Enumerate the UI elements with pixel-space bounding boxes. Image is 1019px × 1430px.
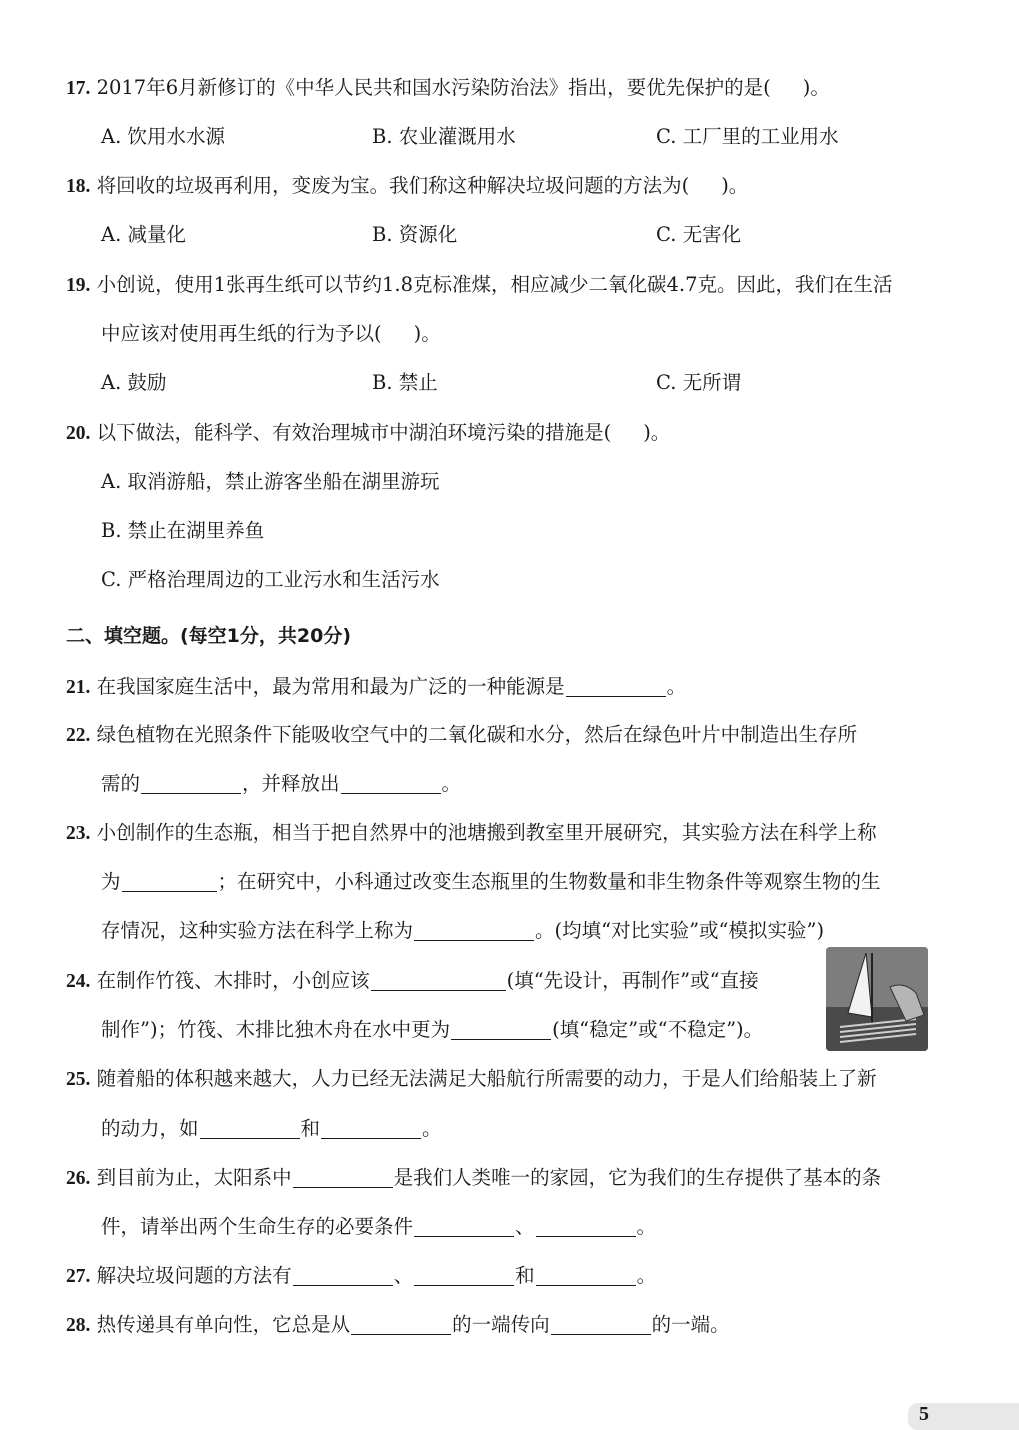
option-a[interactable]: A. 饮用水水源 xyxy=(101,125,225,148)
fill-blank[interactable] xyxy=(414,1265,514,1286)
question-19-cont: 中应该对使用再生纸的行为予以( )。 xyxy=(101,322,441,345)
fill-blank[interactable] xyxy=(351,1314,451,1335)
question-number: 26. xyxy=(66,1168,91,1189)
fill-blank[interactable] xyxy=(536,1265,636,1286)
question-text: 将回收的垃圾再利用，变废为宝。我们称这种解决垃圾问题的方法为( xyxy=(96,174,690,197)
question-25: 25. 随着船的体积越来越大，人力已经无法满足大船航行所需要的动力，于是人们给船装上了新 xyxy=(66,1067,877,1090)
question-22-cont: 需的 ，并释放出 。 xyxy=(101,772,462,795)
option-b[interactable]: B. 农业灌溉用水 xyxy=(372,125,516,148)
question-17: 17. 2017年6月新修订的《中华人民共和国水污染防治法》指出，要优先保护的是( )。 xyxy=(66,76,830,99)
option-a[interactable]: A. 减量化 xyxy=(101,223,186,246)
fill-blank[interactable] xyxy=(566,676,666,697)
option-c[interactable]: C. 工厂里的工业用水 xyxy=(656,125,839,148)
question-number: 19. xyxy=(66,275,91,296)
fill-blank[interactable] xyxy=(414,1216,514,1237)
fill-blank[interactable] xyxy=(122,871,217,892)
question-23-cont: 为 ；在研究中，小科通过改变生态瓶里的生物数量和非生物条件等观察生物的生 xyxy=(101,870,881,893)
question-26: 26. 到目前为止，太阳系中 是我们人类唯一的家园，它为我们的生存提供了基本的条 xyxy=(66,1166,882,1189)
question-19 xyxy=(66,269,893,297)
option-c[interactable]: C. 无所谓 xyxy=(656,371,742,394)
fill-blank[interactable] xyxy=(371,970,506,991)
question-24: 24. 在制作竹筏、木排时，小创应该 (填“先设计，再制作”或“直接 xyxy=(66,969,759,992)
question-text: 2017年6月新修订的《中华人民共和国水污染防治法》指出，要优先保护的是( xyxy=(96,76,771,99)
question-number: 24. xyxy=(66,971,91,992)
option-a[interactable]: A. 取消游船，禁止游客坐船在湖里游玩 xyxy=(101,470,440,493)
fill-blank[interactable] xyxy=(414,920,534,941)
question-25-cont: 的动力，如 和 。 xyxy=(101,1117,442,1140)
option-a[interactable]: A. 鼓励 xyxy=(101,371,167,394)
fill-blank[interactable] xyxy=(551,1314,651,1335)
question-23: 23. 小创制作的生态瓶，相当于把自然界中的池塘搬到教室里开展研究，其实验方法在科学上称 xyxy=(66,821,877,844)
fill-blank[interactable] xyxy=(341,773,441,794)
question-26-cont: 件，请举出两个生命生存的必要条件 、 。 xyxy=(101,1215,657,1238)
section-title: 二、填空题。(每空1分，共20分) xyxy=(66,625,352,647)
fill-blank[interactable] xyxy=(293,1167,393,1188)
question-number: 23. xyxy=(66,823,91,844)
question-number: 17. xyxy=(66,78,91,99)
option-c[interactable]: C. 无害化 xyxy=(656,223,742,246)
question-text: 以下做法，能科学、有效治理城市中湖泊环境污染的措施是( xyxy=(96,421,612,444)
question-number: 20. xyxy=(66,423,91,444)
option-b[interactable]: B. 禁止 xyxy=(372,371,438,394)
option-c[interactable]: C. 严格治理周边的工业污水和生活污水 xyxy=(101,568,440,591)
fill-blank[interactable] xyxy=(321,1118,421,1139)
fill-blank[interactable] xyxy=(536,1216,636,1237)
question-number: 28. xyxy=(66,1315,91,1336)
question-23-cont2: 存情况，这种实验方法在科学上称为 。(均填“对比实验”或“模拟实验”) xyxy=(101,919,825,942)
fill-blank[interactable] xyxy=(293,1265,393,1286)
option-b[interactable]: B. 禁止在湖里养鱼 xyxy=(101,519,265,542)
question-number: 25. xyxy=(66,1069,91,1090)
question-number: 27. xyxy=(66,1266,91,1287)
question-28: 28. 热传递具有单向性，它总是从 的一端传向 的一端。 xyxy=(66,1313,730,1336)
question-18: 18. 将回收的垃圾再利用，变废为宝。我们称这种解决垃圾问题的方法为( )。 xyxy=(66,174,749,197)
raft-photo xyxy=(826,947,928,1051)
question-20: 20. 以下做法，能科学、有效治理城市中湖泊环境污染的措施是( )。 xyxy=(66,421,671,444)
question-text: 小创说，使用1张再生纸可以节约1.8克标准煤，相应减少二氧化碳4.7克。因此，我们在生活 xyxy=(96,273,893,296)
option-b[interactable]: B. 资源化 xyxy=(372,223,458,246)
question-24-cont: 制作”)；竹筏、木排比独木舟在水中更为 (填“稳定”或“不稳定”)。 xyxy=(101,1018,764,1041)
question-number: 22. xyxy=(66,725,91,746)
fill-blank[interactable] xyxy=(451,1019,551,1040)
question-number: 21. xyxy=(66,677,91,698)
fill-blank[interactable] xyxy=(200,1118,300,1139)
question-number: 18. xyxy=(66,176,91,197)
fill-blank[interactable] xyxy=(141,773,241,794)
raft-photo-illustration xyxy=(826,947,928,1051)
question-27: 27. 解决垃圾问题的方法有 、 和 。 xyxy=(66,1264,657,1287)
question-22: 22. 绿色植物在光照条件下能吸收空气中的二氧化碳和水分，然后在绿色叶片中制造出生存所 xyxy=(66,723,858,746)
question-21: 21. 在我国家庭生活中，最为常用和最为广泛的一种能源是 。 xyxy=(66,675,687,698)
page-number: 5 xyxy=(919,1403,929,1425)
